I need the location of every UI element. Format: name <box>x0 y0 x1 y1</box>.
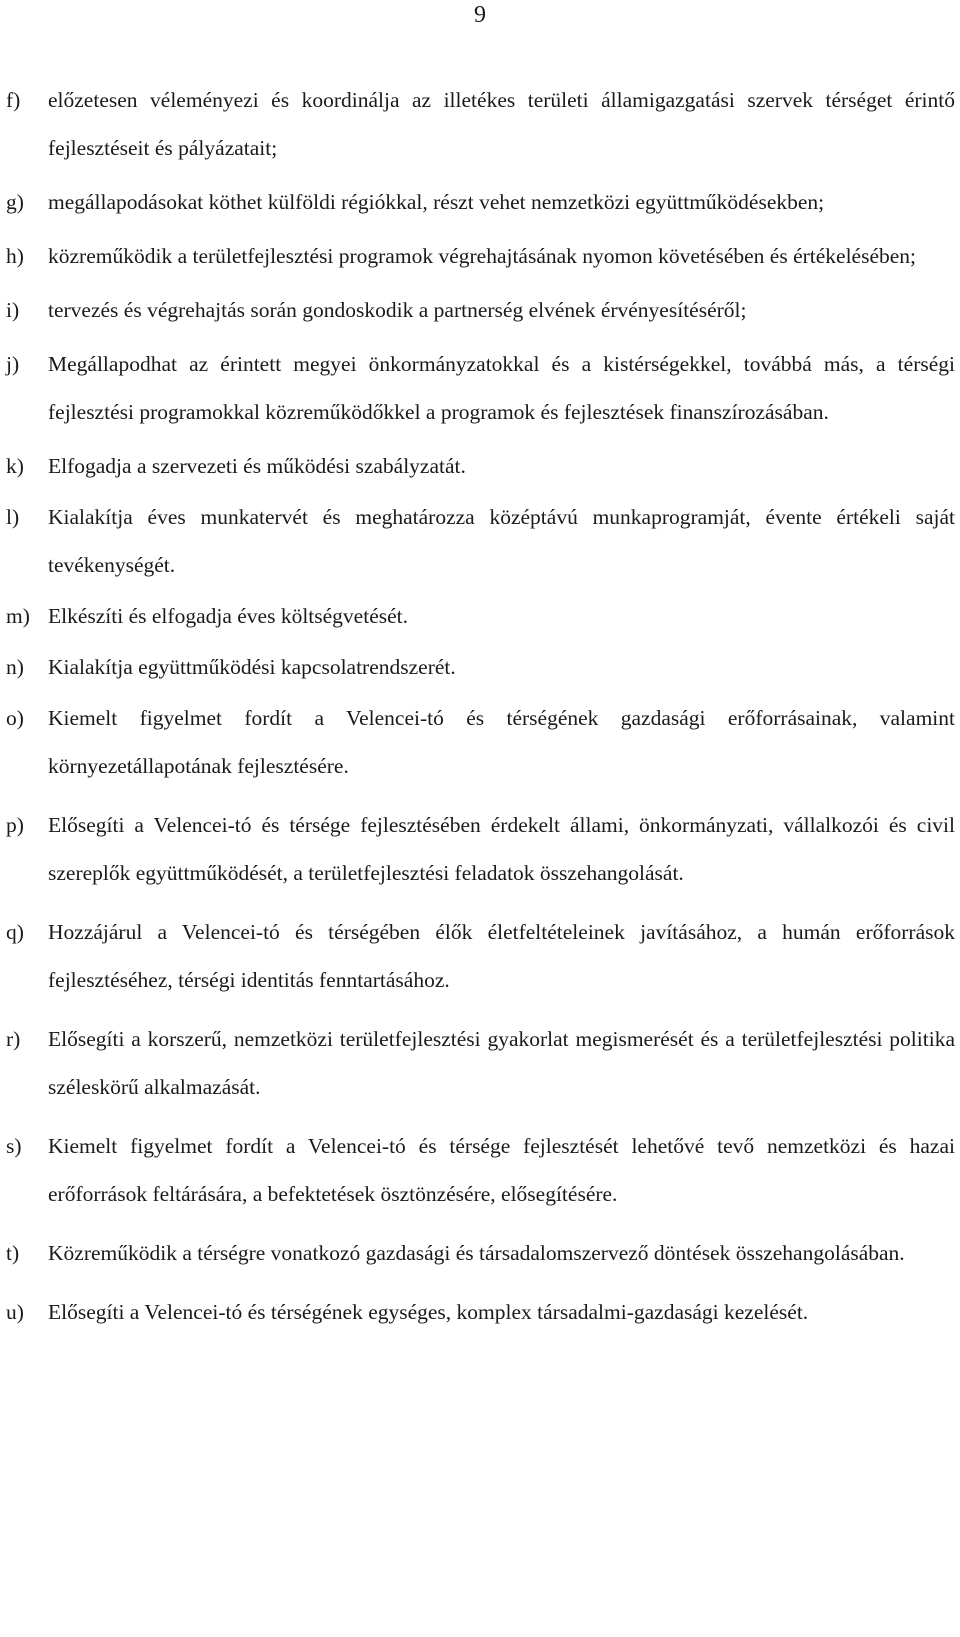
list-item-p <box>0 801 960 897</box>
list-marker: m) <box>6 604 30 628</box>
list-item-text: Kialakítja együttműködési kapcsolatrendszerét. <box>48 655 456 679</box>
list-item-k <box>0 442 960 490</box>
list-item-text: Kiemelt figyelmet fordít a Velencei-tó és térségének gazdasági erőforrásainak, valamint környezetállapotának fejlesztésére. <box>48 706 955 778</box>
list-item-text: Kiemelt figyelmet fordít a Velencei-tó és térsége fejlesztését lehetővé tevő nemzetközi és hazai erőforrások feltárására, a befektetések ösztönzésére, elősegítésére. <box>48 1134 955 1206</box>
list-item-text: közreműködik a területfejlesztési programok végrehajtásának nyomon követésében és értékelésében; <box>48 244 917 268</box>
list-marker: f) <box>6 88 21 112</box>
list-item-g <box>0 178 960 226</box>
list-marker: g) <box>6 190 24 214</box>
list-item-t <box>0 1229 960 1277</box>
list-item-q <box>0 908 960 1004</box>
list-item-s <box>0 1122 960 1218</box>
list-marker: t) <box>6 1241 20 1265</box>
list-item-f <box>0 76 960 172</box>
list-item-text: Elfogadja a szervezeti és működési szabályzatát. <box>48 454 466 478</box>
list-marker: s) <box>6 1134 22 1158</box>
list-marker: p) <box>6 813 24 837</box>
article-list <box>0 76 960 1342</box>
list-item-text: Elősegíti a Velencei-tó és térsége fejlesztésében érdekelt állami, önkormányzati, vállalkozói és civil szereplők együttműködését, a területfejlesztési feladatok összehangolását. <box>48 813 955 885</box>
page-number: 9 <box>474 2 486 28</box>
list-marker: j) <box>6 352 20 376</box>
list-marker: q) <box>6 920 24 944</box>
list-item-n <box>0 643 960 691</box>
list-item-i <box>0 286 960 334</box>
list-item-text: Kialakítja éves munkatervét és meghatározza középtávú munkaprogramját, évente értékeli saját tevékenységét. <box>48 505 955 577</box>
list-item-h <box>0 232 960 280</box>
list-item-text: Elősegíti a Velencei-tó és térségének egységes, komplex társadalmi-gazdasági kezelését. <box>48 1300 809 1324</box>
list-item-u <box>0 1288 960 1336</box>
list-item-text: Megállapodhat az érintett megyei önkormányzatokkal és a kistérségekkel, továbbá más, a térségi fejlesztési programokkal közreműködőkkel a programok és fejlesztések finanszírozásában. <box>48 352 955 424</box>
list-marker: i) <box>6 298 20 322</box>
list-marker: u) <box>6 1300 24 1324</box>
list-item-text: tervezés és végrehajtás során gondoskodik a partnerség elvének érvényesítéséről; <box>48 298 747 322</box>
list-item-text: megállapodásokat köthet külföldi régiókkal, részt vehet nemzetközi együttműködésekben; <box>48 190 825 214</box>
list-item-text: Elősegíti a korszerű, nemzetközi területfejlesztési gyakorlat megismerését és a területfejlesztési politika széleskörű alkalmazását. <box>48 1027 955 1099</box>
list-marker: n) <box>6 655 24 679</box>
list-marker: l) <box>6 505 20 529</box>
list-item-text: előzetesen véleményezi és koordinálja az illetékes területi államigazgatási szervek térséget érintő fejlesztéseit és pályázatait; <box>48 88 955 160</box>
list-item-l <box>0 493 960 589</box>
list-item-text: Közreműködik a térségre vonatkozó gazdasági és társadalomszervező döntések összehangolásában. <box>48 1241 905 1265</box>
list-item-o <box>0 694 960 790</box>
list-marker: r) <box>6 1027 21 1051</box>
list-item-j <box>0 340 960 436</box>
list-marker: o) <box>6 706 24 730</box>
list-item-text: Elkészíti és elfogadja éves költségvetését. <box>48 604 408 628</box>
list-marker: k) <box>6 454 24 478</box>
list-marker: h) <box>6 244 24 268</box>
list-item-r <box>0 1015 960 1111</box>
list-item-text: Hozzájárul a Velencei-tó és térségében élők életfeltételeinek javításához, a humán erőforrások fejlesztéséhez, térségi identitás fenntartásához. <box>48 920 955 992</box>
list-item-m <box>0 592 960 640</box>
